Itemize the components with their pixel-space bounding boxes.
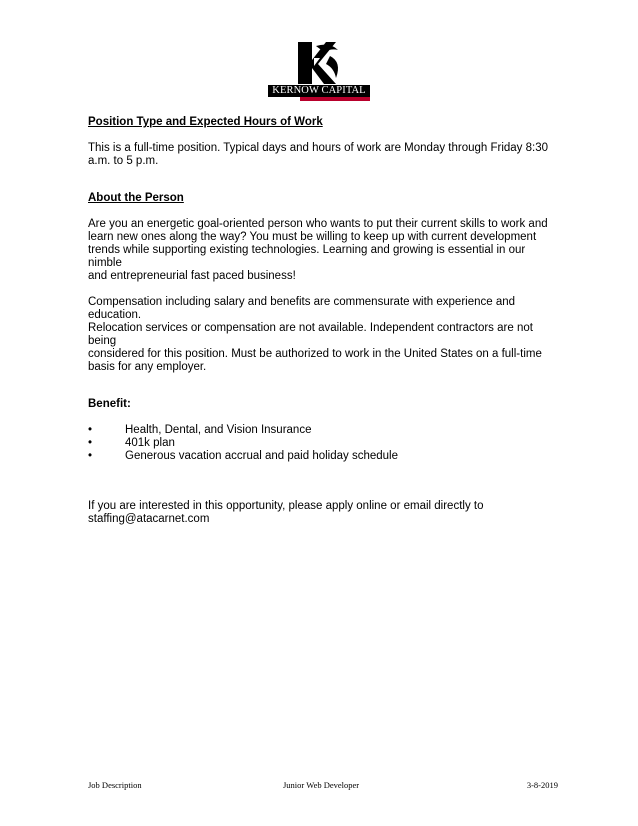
document-body bbox=[88, 116, 558, 526]
list-item bbox=[88, 424, 558, 437]
bullet-icon: • bbox=[88, 424, 93, 436]
about-para2-line-2: Relocation services or compensation are not available. Independent contractors are not being bbox=[88, 322, 533, 347]
benefit-list bbox=[88, 424, 558, 463]
bullet-icon: • bbox=[88, 450, 93, 462]
position-type-line-2: a.m. to 5 p.m. bbox=[88, 155, 159, 167]
about-para2-line-3: considered for this position. Must be authorized to work in the United States on a full-time bbox=[88, 348, 542, 360]
position-type-heading: Position Type and Expected Hours of Work bbox=[88, 116, 323, 128]
footer-center: Junior Web Developer bbox=[283, 780, 360, 790]
benefit-item-label: 401k plan bbox=[125, 437, 175, 449]
position-type-line-1: This is a full-time position. Typical days and hours of work are Monday through Friday 8:30 bbox=[88, 142, 549, 154]
logo-accent-bar bbox=[300, 97, 370, 101]
apply-email: staffing@atacarnet.com bbox=[88, 513, 210, 525]
list-item bbox=[88, 450, 558, 463]
about-para2-line-1: Compensation including salary and benefits are commensurate with experience and education. bbox=[88, 296, 516, 321]
benefit-item-label: Health, Dental, and Vision Insurance bbox=[125, 424, 312, 436]
list-item bbox=[88, 437, 558, 450]
about-para1-line-1: Are you an energetic goal-oriented person who wants to put their current skills to work and bbox=[88, 218, 548, 230]
about-para1-line-4: and entrepreneurial fast paced business! bbox=[88, 270, 296, 282]
about-para1-line-2: learn new ones along the way? You must be willing to keep up with current development bbox=[88, 231, 537, 243]
footer-left: Job Description bbox=[88, 780, 142, 790]
footer-right: 3-8-2019 bbox=[526, 780, 558, 790]
bullet-icon: • bbox=[88, 437, 93, 449]
about-para1-line-3: trends while supporting existing technologies. Learning and growing is essential in our nimble bbox=[88, 244, 526, 269]
logo-mark-icon bbox=[268, 40, 370, 86]
company-logo bbox=[268, 40, 370, 102]
about-heading: About the Person bbox=[88, 192, 184, 204]
about-para2-line-4: basis for any employer. bbox=[88, 361, 207, 373]
benefit-item-label: Generous vacation accrual and paid holiday schedule bbox=[125, 450, 398, 462]
logo-wordmark: KERNOW CAPITAL bbox=[268, 85, 370, 97]
apply-line-1: If you are interested in this opportunity, please apply online or email directly to bbox=[88, 500, 484, 512]
benefit-heading: Benefit: bbox=[88, 398, 131, 410]
